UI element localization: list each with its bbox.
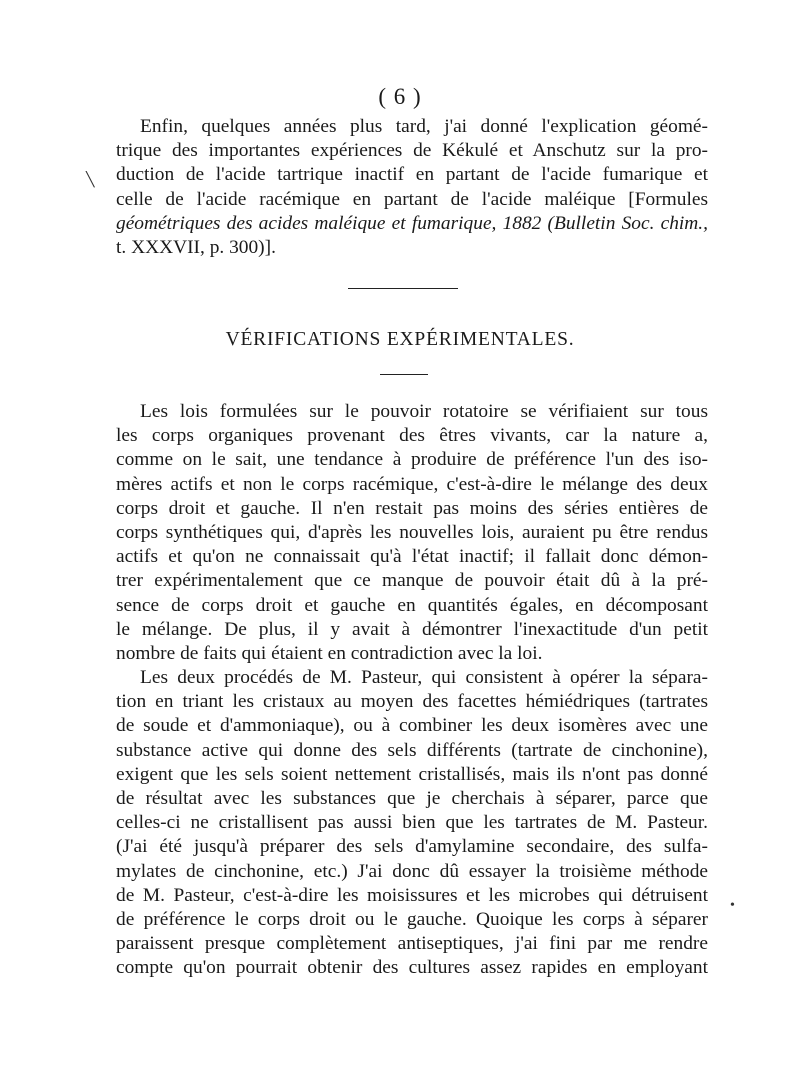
text-line: corps droit et gauche. Il n'en restait pas moins des séries entières de [116, 497, 708, 519]
text-line: de M. Pasteur, c'est-à-dire les moisissures et les microbes qui détruisent [116, 884, 708, 906]
page-number: ( 6 ) [378, 84, 422, 109]
text-line: géométriques des acides maléique et fumarique, 1882 (Bulletin Soc. chim., [116, 212, 708, 234]
text-line: mylates de cinchonine, etc.) J'ai donc dû essayer la troisième méthode [116, 860, 708, 882]
text-line: paraissent presque complètement antiseptiques, j'ai fini par me rendre [116, 933, 708, 955]
text-line: trique des importantes expériences de Kékulé et Anschutz sur la pro- [116, 140, 708, 162]
heading-underline [380, 374, 428, 375]
intro-paragraph [116, 115, 708, 260]
text-line: nombre de faits qui étaient en contradiction avec la loi. [116, 642, 543, 664]
text-line: corps synthétiques qui, d'après les nouvelles lois, auraient pu être rendus [116, 521, 708, 543]
margin-dot: • [730, 898, 735, 913]
text-line: sence de corps droit et gauche en quantités égales, en décomposant [116, 594, 708, 616]
text-line: Enfin, quelques années plus tard, j'ai donné l'explication géomé- [140, 116, 708, 137]
text-line: t. XXXVII, p. 300)]. [116, 236, 276, 258]
text-line: trer expérimentalement que ce manque de pouvoir était dû à la pré- [116, 570, 708, 592]
text-line: duction de l'acide tartrique inactif en partant de l'acide fumarique et [116, 164, 708, 186]
text-line: de résultat avec les substances que je cherchais à séparer, parce que [116, 787, 708, 809]
text-line: celle de l'acide racémique en partant de l'acide maléique [Formules [116, 188, 708, 210]
text-line: les corps organiques provenant des êtres vivants, car la nature a, [116, 425, 708, 447]
text-line: le mélange. De plus, il y avait à démontrer l'inexactitude d'un petit [116, 618, 708, 640]
text-line: de soude et d'ammoniaque), ou à combiner les deux isomères avec une [116, 715, 708, 737]
text-line: substance active qui donne des sels différents (tartrate de cinchonine), [116, 739, 708, 761]
section-divider [348, 288, 458, 289]
text-line: Les deux procédés de M. Pasteur, qui consistent à opérer la sépara- [140, 667, 708, 688]
text-line: celles-ci ne cristallisent pas aussi bien que les tartrates de M. Pasteur. [116, 812, 708, 834]
text-line: exigent que les sels soient nettement cristallisés, mais ils n'ont pas donné [116, 763, 708, 785]
text-line: Les lois formulées sur le pouvoir rotatoire se vérifiaient sur tous [140, 401, 708, 422]
text-line: mères actifs et non le corps racémique, c'est-à-dire le mélange des deux [116, 473, 708, 495]
text-line: (J'ai été jusqu'à préparer des sels d'amylamine secondaire, des sulfa- [116, 836, 708, 858]
section-heading: VÉRIFICATIONS EXPÉRIMENTALES. [225, 329, 575, 350]
text-line: comme on le sait, une tendance à produire de préférence l'un des iso- [116, 449, 708, 471]
paragraph-pasteur-methods [116, 666, 708, 980]
text-line: compte qu'on pourrait obtenir des cultures assez rapides en employant [116, 957, 708, 979]
text-line: actifs et qu'on ne connaissait qu'à l'état inactif; il fallait donc démon- [116, 546, 708, 568]
text-line: tion en triant les cristaux au moyen des facettes hémiédriques (tartrates [116, 691, 708, 713]
text-line: de préférence le corps droit ou le gauche. Quoique les corps à séparer [116, 908, 708, 930]
margin-tick: ╲ [86, 173, 95, 188]
paragraph-verifications [116, 400, 708, 666]
